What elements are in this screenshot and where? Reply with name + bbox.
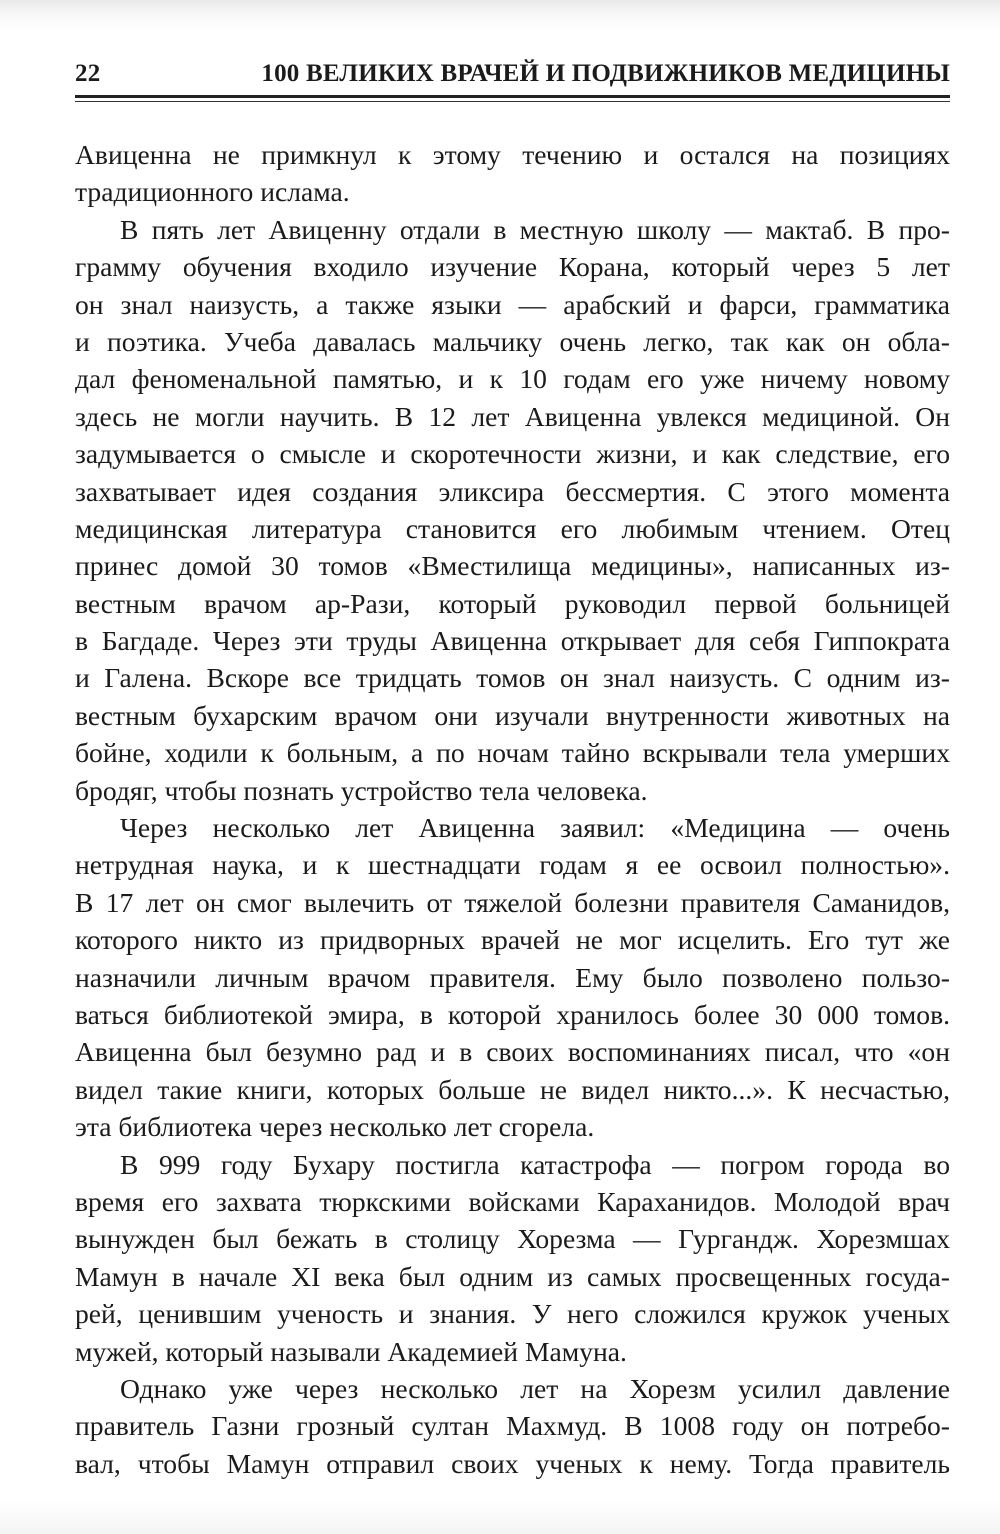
text-line: эта библиотека через несколько лет сгорела. xyxy=(75,1111,595,1143)
text-line: Через несколько лет Авиценна заявил: «Медицина — очень xyxy=(120,812,950,844)
text-line: назначили личным врачом правителя. Ему было позволено пользо- xyxy=(75,961,950,993)
text-line: правитель Газни грозный султан Махмуд. В 1008 году он потребо- xyxy=(75,1410,950,1442)
text-line: традиционного ислама. xyxy=(75,176,350,208)
page-number: 22 xyxy=(75,60,101,87)
text-line: и Галена. Вскоре все тридцать томов он знал наизусть. С одним из- xyxy=(75,662,950,694)
text-line: ваться библиотекой эмира, в которой хранилось более 30 000 томов. xyxy=(75,998,950,1030)
text-line: нетрудная наука, и к шестнадцати годам я ее освоил полностью». xyxy=(75,849,950,881)
text-line: В 17 лет он смог вылечить от тяжелой болезни правителя Саманидов, xyxy=(75,886,950,918)
header-rule-thin xyxy=(75,101,950,102)
text-line: Авиценна не примкнул к этому течению и остался на позициях xyxy=(75,139,950,170)
text-line: в Багдаде. Через эти труды Авиценна открывает для себя Гиппократа xyxy=(75,625,950,657)
text-line: В пять лет Авиценну отдали в местную школу — мактаб. В про- xyxy=(120,213,950,245)
text-line: бойне, ходили к больным, а по ночам тайно вскрывали тела умерших xyxy=(75,737,950,769)
text-line: вал, чтобы Мамун отправил своих ученых к нему. Тогда правитель xyxy=(75,1447,950,1479)
page-header xyxy=(75,58,950,94)
text-line: задумывается о смысле и скоротечности жизни, и как следствие, его xyxy=(75,438,950,470)
text-line: захватывает идея создания эликсира бессмертия. С этого момента xyxy=(75,475,950,507)
text-line: вестным бухарским врачом они изучали внутренности животных на xyxy=(75,699,950,731)
text-line: Авиценна был безумно рад и в своих воспоминаниях писал, что «он xyxy=(75,1036,950,1068)
text-line: Мамун в начале XI века был одним из самых просвещенных госуда- xyxy=(75,1260,950,1292)
text-line: мужей, который называли Академией Мамуна. xyxy=(75,1335,627,1367)
text-line: бродяг, чтобы познать устройство тела человека. xyxy=(75,774,648,806)
text-line: Однако уже через несколько лет на Хорезм усилил давление xyxy=(120,1372,950,1404)
running-title: 100 ВЕЛИКИХ ВРАЧЕЙ И ПОДВИЖНИКОВ МЕДИЦИНЫ xyxy=(261,60,950,87)
text-line: здесь не могли научить. В 12 лет Авиценна увлекся медициной. Он xyxy=(75,400,950,432)
header-rule-thick xyxy=(75,95,950,98)
text-line: грамму обучения входило изучение Корана, который через 5 лет xyxy=(75,251,950,283)
text-line: рей, ценившим ученость и знания. У него сложился кружок ученых xyxy=(75,1298,950,1330)
text-line: видел такие книги, которых больше не видел никто...». К несчастью, xyxy=(75,1073,950,1105)
text-line: дал феноменальной памятью, и к 10 годам его уже ничему новому xyxy=(75,363,950,395)
text-line: вестным врачом ар-Рази, который руководил первой больницей xyxy=(75,587,950,619)
text-line: которого никто из придворных врачей не мог исцелить. Его тут же xyxy=(75,924,950,956)
text-line: принес домой 30 томов «Вместилища медицины», написанных из- xyxy=(75,550,950,582)
text-line: В 999 году Бухару постигла катастрофа — погром города во xyxy=(120,1148,950,1180)
text-line: медицинская литература становится его любимым чтением. Отец xyxy=(75,512,950,544)
text-line: вынужден был бежать в столицу Хорезма — Гургандж. Хорезмшах xyxy=(75,1223,950,1255)
text-line: и поэтика. Учеба давалась мальчику очень легко, так как он обла- xyxy=(75,325,950,357)
text-line: время его захвата тюркскими войсками Караханидов. Молодой врач xyxy=(75,1185,950,1217)
text-line: он знал наизусть, а также языки — арабский и фарси, грамматика xyxy=(75,288,950,320)
body-text xyxy=(75,136,950,1482)
